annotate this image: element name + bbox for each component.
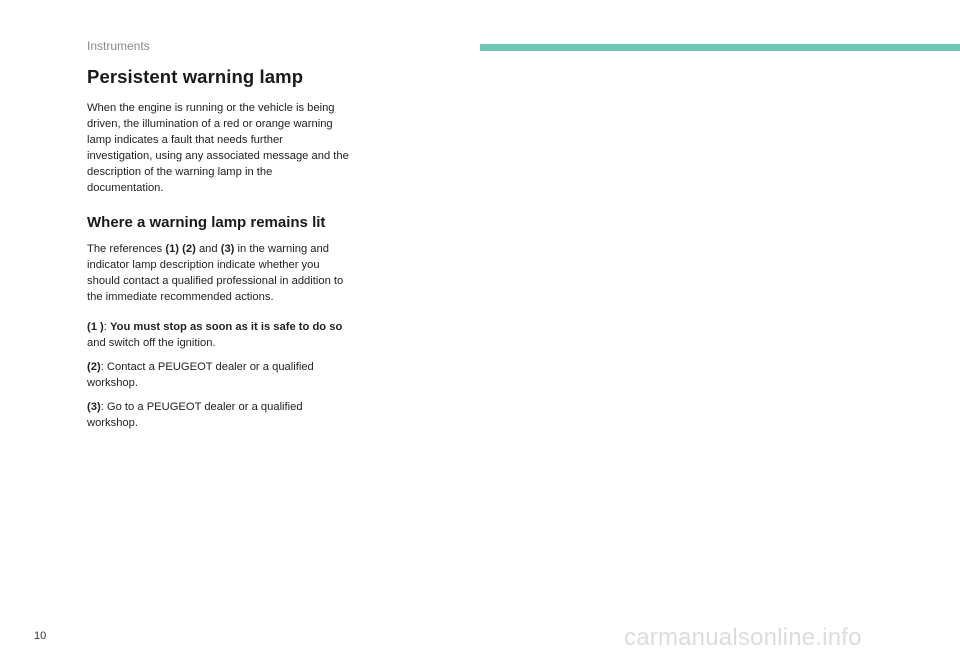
references-paragraph	[87, 241, 349, 305]
item-1-text: and switch off the ignition.	[87, 337, 216, 349]
item-3-text: : Go to a PEUGEOT dealer or a qualified workshop.	[87, 401, 303, 429]
page-title: Persistent warning lamp	[87, 66, 304, 87]
item-2-label: (2)	[87, 361, 101, 373]
item-1-colon: :	[103, 321, 110, 333]
item-1-bold: You must stop as soon as it is safe to do so	[110, 321, 343, 333]
item-2-text: : Contact a PEUGEOT dealer or a qualified workshop.	[87, 361, 314, 389]
ref-1: (1)	[165, 243, 180, 255]
item-1	[87, 319, 349, 351]
section-subtitle: Where a warning lamp remains lit	[87, 214, 326, 231]
ref-and: and	[195, 243, 221, 255]
item-1-label: (1 )	[87, 321, 104, 333]
refs-post-text: in the warning and indicator lamp description indicate whether you should contact a qualified professional in addition to the immediate recommended actions.	[87, 243, 344, 303]
content-column	[87, 66, 349, 439]
section-label: Instruments	[87, 39, 150, 53]
item-3-label: (3)	[87, 401, 101, 413]
watermark: carmanualsonline.info	[624, 624, 862, 651]
item-3	[87, 399, 349, 431]
header-accent-bar	[480, 44, 960, 51]
item-2	[87, 359, 349, 391]
refs-pre-text: The references	[87, 243, 166, 255]
page-number: 10	[34, 630, 47, 642]
ref-3: (3)	[220, 243, 235, 255]
ref-2: (2)	[182, 243, 196, 255]
intro-paragraph: When the engine is running or the vehicle is being driven, the illumination of a red or orange warning lamp indicates a fault that needs further investigation, using any associated message and the description of the warning lamp in the documentation.	[87, 102, 349, 194]
